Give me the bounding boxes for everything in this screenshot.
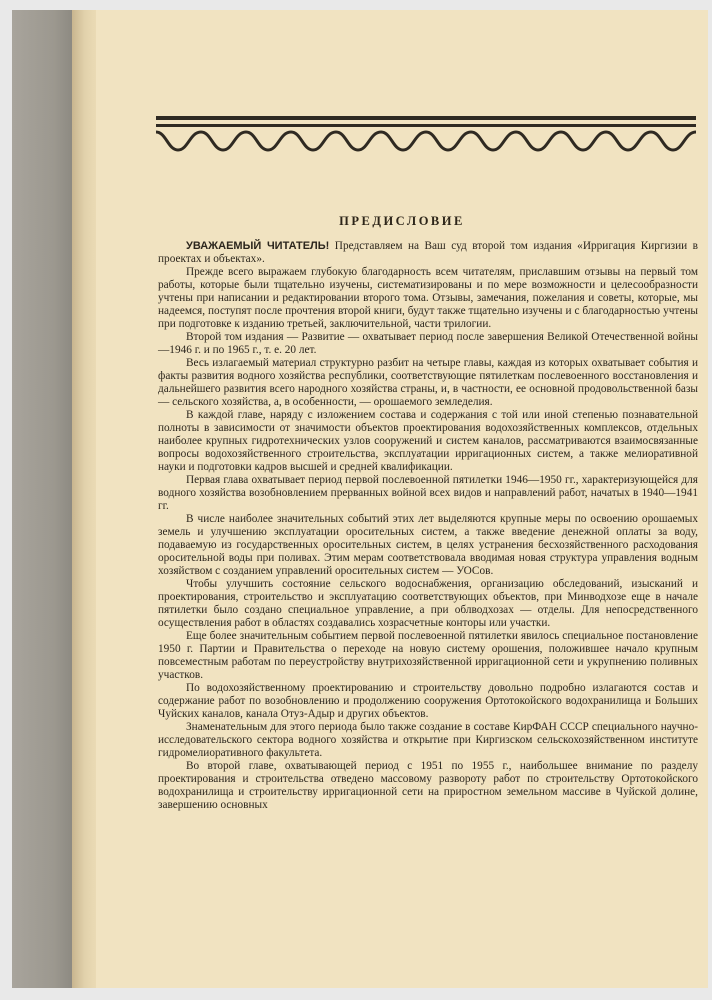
paragraph: Знаменательным для этого периода было также создание в составе КирФАН СССР специального научно-исследовательского сектора водного хозяйства и открытие при Киргизском сельскохозяйственном институте гидромелиоративного факультета.	[158, 721, 698, 759]
greeting: УВАЖАЕМЫЙ ЧИТАТЕЛЬ!	[186, 240, 330, 252]
book-page	[96, 10, 708, 988]
paragraph: По водохозяйственному проектированию и строительству довольно подробно излагаются состав и содержание работ по возобновлению и продолжению сооружения Ортотокойского водохранилища и Больших Чуйских каналов, канала Отуз-Адыр и других объектов.	[158, 682, 698, 720]
paragraph: В каждой главе, наряду с изложением состава и содержания с той или иной степенью познавательной полноты в зависимости от значимости объектов проектирования водохозяйственных комплексов, отдельных наиболее крупных гидротехнических узлов сооружений и систем каналов, рассматриваются взаимосвязанные вопросы водохозяйственного строительства, эксплуатации ирригационных систем, а также мелиоративной науки и подготовки кадров высшей и средней квалификации.	[158, 409, 698, 473]
paragraph: Прежде всего выражаем глубокую благодарность всем читателям, приславшим отзывы на первый том работы, которые были тщательно изучены, систематизированы и по мере возможности и целесообразности учтены при написании и редактировании второго тома. Отзывы, замечания, пожелания и советы, которые, мы надеемся, поступят после прочтения второй книги, будут также тщательно изучены и с благодарностью учтены при подготовке к изданию третьей, заключительной, части трилогии.	[158, 266, 698, 330]
intro-text: Представляем на Ваш суд второй том издания «Ирригация Киргизии в проектах и объектах».	[158, 240, 698, 265]
paragraph: Второй том издания — Развитие — охватывает период после завершения Великой Отечественной войны —1946 г. и по 1965 г., т. е. 20 лет.	[158, 331, 698, 356]
book-binding	[12, 10, 72, 988]
page-edge	[72, 10, 98, 988]
paragraph: В числе наиболее значительных событий этих лет выделяются крупные меры по освоению орошаемых земель и улучшению эксплуатации оросительных систем, а также введение денежной оплаты за воду, подаваемую из государственных оросительных систем, в целях устранения бесхозяйственного расходования оросительной воды при поливах. Этим мерам соответствовала вводимая новая структура управления водным хозяйством с созданием управлений оросительных систем — УОСов.	[158, 513, 698, 577]
paragraph: Весь излагаемый материал структурно разбит на четыре главы, каждая из которых охватывает события и факты развития водного хозяйства республики, соответствующие пятилеткам послевоенного восстановления и дальнейшего развития всего народного хозяйства страны, и, в частности, ее основной продовольственной базы — сельского хозяйства, а, в особенности, — орошаемого земледелия.	[158, 357, 698, 408]
paragraph: Первая глава охватывает период первой послевоенной пятилетки 1946—1950 гг., характеризующейся для водного хозяйства возобновлением прерванных войной всех видов и направлений работ, начатых в 1940—1941 гг.	[158, 474, 698, 512]
paragraph: Чтобы улучшить состояние сельского водоснабжения, организацию обследований, изысканий и проектирования, строительство и эксплуатацию соответствующих объектов, при Минводхозе еще в начале пятилетки было создано специальное управление, а при облводхозах — отделы. Для непосредственного осуществления работ в областях создавались хозрасчетные конторы или участки.	[158, 578, 698, 629]
wave-ornament	[156, 116, 696, 156]
paragraph	[158, 240, 698, 266]
preface-text	[158, 240, 698, 812]
paragraph: Еще более значительным событием первой послевоенной пятилетки явилось специальное постановление 1950 г. Партии и Правительства о переходе на новую систему орошения, положившее начало крупным повсеместным работам по переустройству внутрихозяйственной ирригационной сети и укрупнению поливных участков.	[158, 630, 698, 681]
page-title: ПРЕДИСЛОВИЕ	[339, 214, 465, 228]
paragraph: Во второй главе, охватывающей период с 1951 по 1955 г., наибольшее внимание по разделу проектирования и строительства отведено массовому развороту работ по строительству Ортотокойского водохранилища и строительству ирригационной сети на приростном земельном массиве в Чуйской долине, завершению основных	[158, 760, 698, 811]
